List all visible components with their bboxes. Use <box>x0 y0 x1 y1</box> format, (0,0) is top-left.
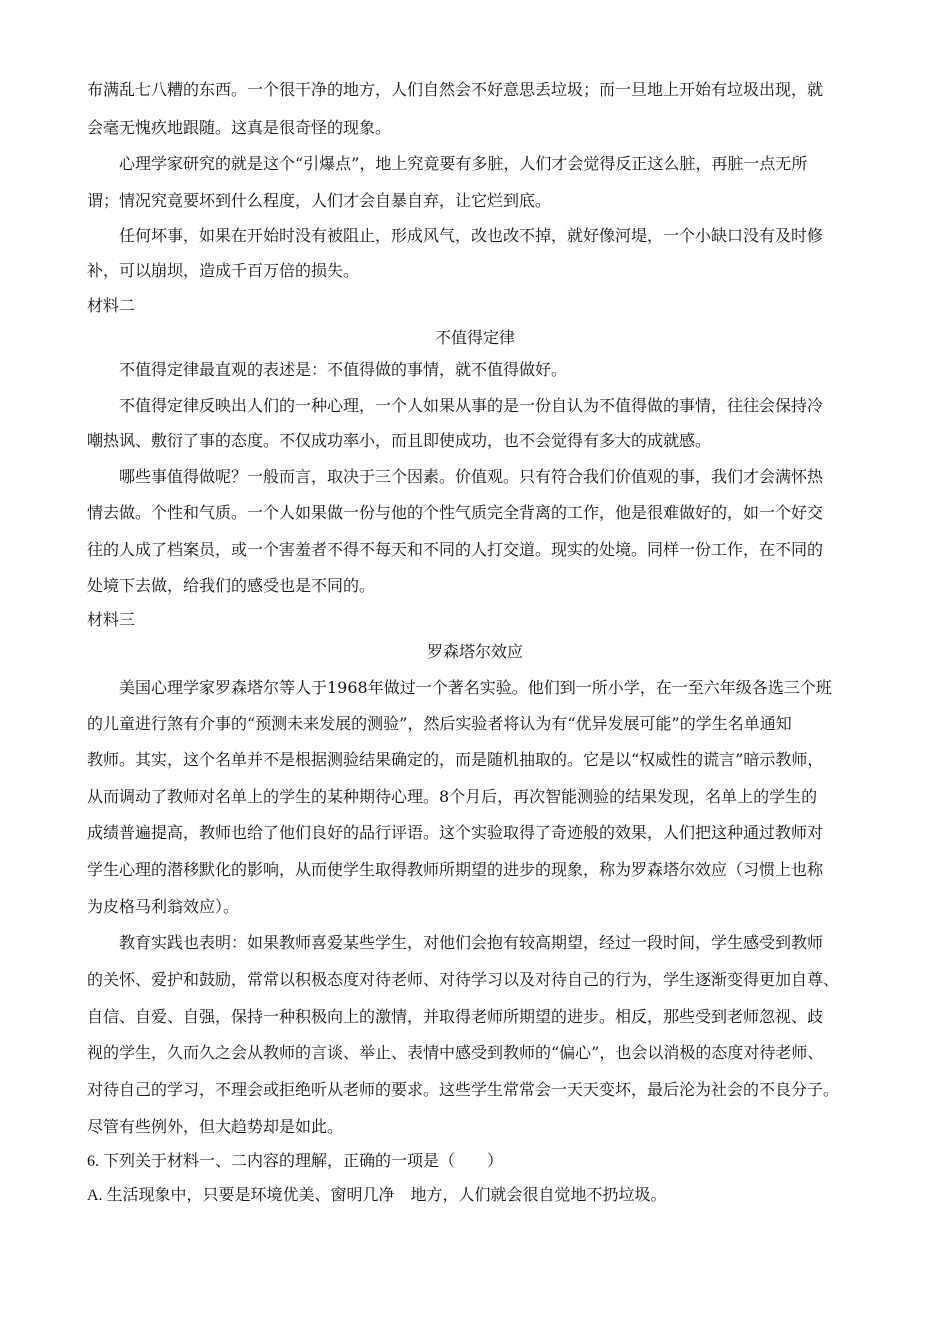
paragraph-line: 尽管有些例外，但大趋势却是如此。 <box>87 1117 344 1136</box>
paragraph-line: 自信、自爱、自强，保持一种积极向上的激情，并取得老师所期望的进步。相反，那些受到老师忽视、歧 <box>87 1007 824 1026</box>
paragraph-line: 从而调动了教师对名单上的学生的某种期待心理。8个月后，再次智能测验的结果发现，名单上的学生的 <box>87 787 818 806</box>
paragraph-line: 嘲热讽、敷衍了事的态度。不仅成功率小，而且即使成功，也不会觉得有多大的成就感。 <box>87 431 712 450</box>
paragraph-line: 不值得定律反映出人们的一种心理，一个人如果从事的是一份自认为不值得做的事情，往往会保持冷 <box>119 396 824 415</box>
paragraph-line: 教育实践也表明：如果教师喜爱某些学生，对他们会抱有较高期望，经过一段时间，学生感受到教师 <box>119 933 824 952</box>
paragraph-line: 心理学家研究的就是这个“引爆点”，地上究竟要有多脏，人们才会觉得反正这么脏，再脏一点无所 <box>119 154 808 173</box>
answer-option-a: A. 生活现象中，只要是环境优美、窗明几净 地方，人们就会很自觉地不扔垃圾。 <box>87 1187 667 1204</box>
paragraph-line: 的关怀、爱护和鼓励，常常以积极态度对待老师、对待学习以及对待自己的行为，学生逐渐变得更加自尊、 <box>87 970 840 989</box>
section-label: 材料三 <box>87 610 136 629</box>
paragraph-line: 会毫无愧疚地跟随。这真是很奇怪的现象。 <box>87 118 392 137</box>
question-6: 6. 下列关于材料一、二内容的理解，正确的一项是（ ） <box>87 1153 504 1170</box>
section-title: 罗森塔尔效应 <box>426 642 523 661</box>
paragraph-line: 往的人成了档案员，或一个害羞者不得不每天和不同的人打交道。现实的处境。同样一份工作，在不同的 <box>87 540 824 559</box>
paragraph-line: 成绩普遍提高，教师也给了他们良好的品行评语。这个实验取得了奇迹般的效果，人们把这种通过教师对 <box>87 823 824 842</box>
paragraph-line: 哪些事值得做呢？一般而言，取决于三个因素。价值观。只有符合我们价值观的事，我们才会满怀热 <box>119 467 824 486</box>
section-label: 材料二 <box>87 296 136 315</box>
paragraph-line: 情去做。个性和气质。一个人如果做一份与他的个性气质完全背离的工作，他是很难做好的，如一个好交 <box>87 503 824 522</box>
paragraph-line: 处境下去做，给我们的感受也是不同的。 <box>87 576 376 595</box>
paragraph-line: 谓；情况究竟要坏到什么程度，人们才会自暴自弃，让它烂到底。 <box>87 191 552 210</box>
paragraph-line: 教师。其实，这个名单并不是根据测验结果确定的，而是随机抽取的。它是以“权威性的谎言”暗示教师， <box>87 750 824 769</box>
paragraph-line: 为皮格马利翁效应）。 <box>87 897 240 916</box>
paragraph-line: 布满乱七八糟的东西。一个很干净的地方，人们自然会不好意思丢垃圾；而一旦地上开始有垃圾出现，就 <box>87 80 824 99</box>
paragraph-line: 对待自己的学习，不理会或拒绝听从老师的要求。这些学生常常会一天天变坏，最后沦为社会的不良分子。 <box>87 1080 840 1099</box>
paragraph-line: 美国心理学家罗森塔尔等人于1968年做过一个著名实验。他们到一所小学，在一至六年级各选三个班 <box>119 678 832 697</box>
section-title: 不值得定律 <box>434 328 515 347</box>
paragraph-line: 任何坏事，如果在开始时没有被阻止，形成风气，改也改不掉，就好像河堤，一个小缺口没有及时修 <box>119 226 824 245</box>
paragraph-line: 视的学生，久而久之会从教师的言谈、举止、表情中感受到教师的“偏心”，也会以消极的态度对待老师、 <box>87 1043 824 1062</box>
paragraph-line: 补，可以崩坝，造成千百万倍的损失。 <box>87 261 360 280</box>
paragraph-line: 不值得定律最直观的表述是：不值得做的事情，就不值得做好。 <box>119 360 568 379</box>
paragraph-line: 学生心理的潜移默化的影响，从而使学生取得教师所期望的进步的现象，称为罗森塔尔效应（习惯上也称 <box>87 860 824 879</box>
paragraph-line: 的儿童进行煞有介事的“预测未来发展的测验”，然后实验者将认为有“优异发展可能”的学生名单通知 <box>87 714 792 733</box>
